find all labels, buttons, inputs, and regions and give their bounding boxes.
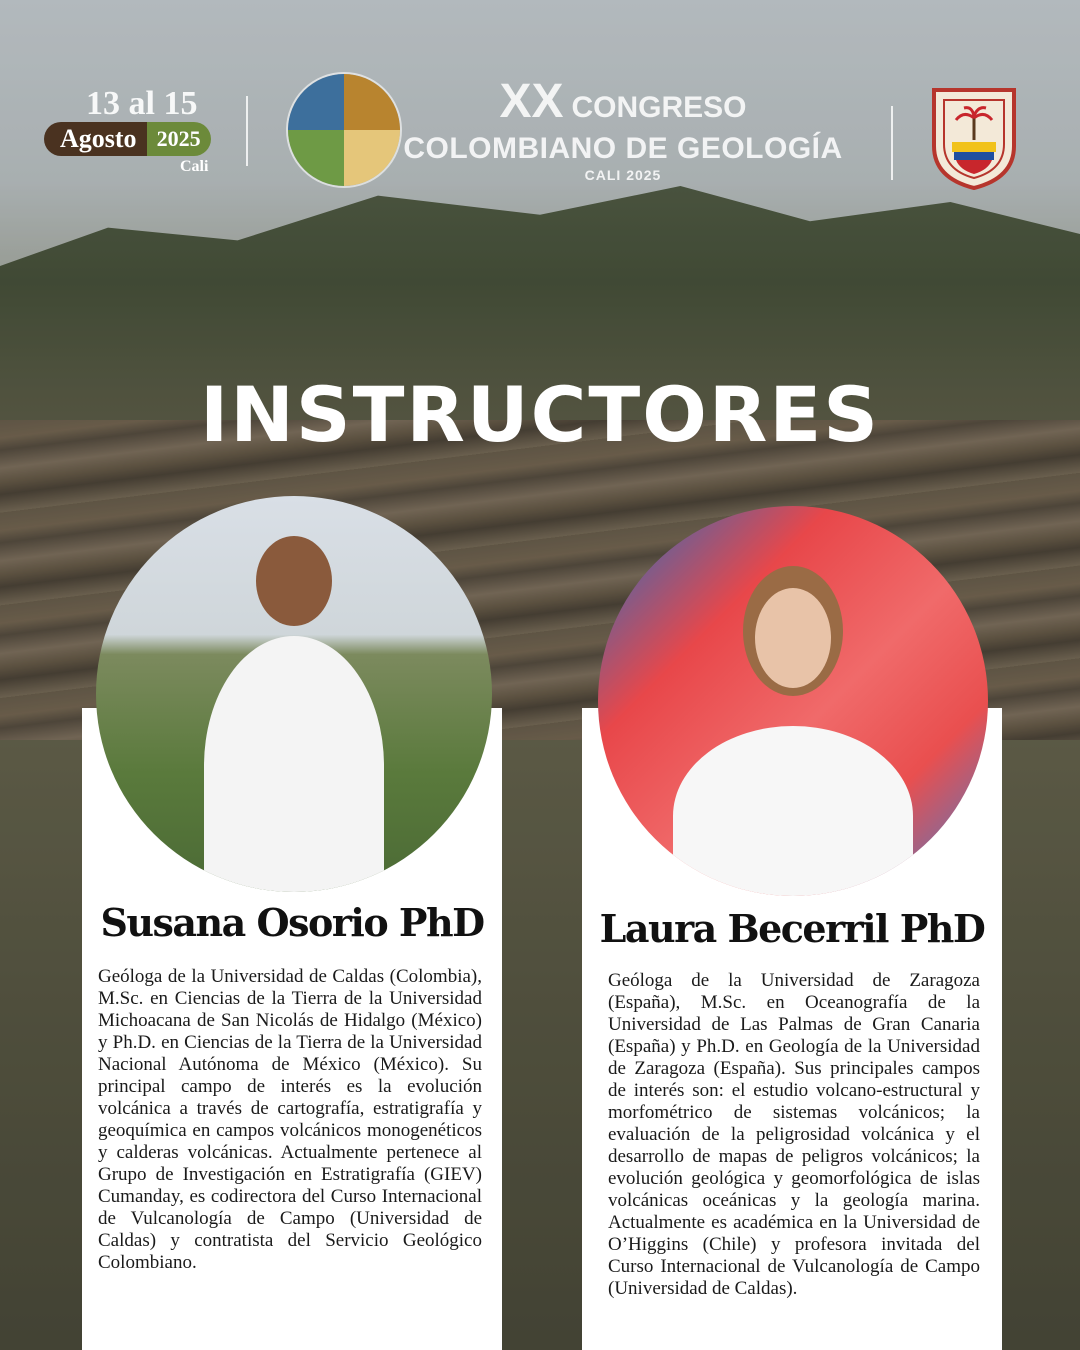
person-body <box>204 636 384 892</box>
date-pill <box>44 122 211 156</box>
header-divider <box>246 96 248 166</box>
instructor-photo-right <box>598 506 988 896</box>
event-date <box>44 86 224 181</box>
date-city: Cali <box>180 158 209 175</box>
date-month: Agosto <box>44 122 147 156</box>
congress-title <box>398 75 848 184</box>
congress-word: CONGRESO <box>571 91 747 124</box>
date-range: 13 al 15 <box>86 85 198 122</box>
person-body <box>673 726 913 896</box>
person-figure <box>663 566 923 896</box>
instructor-photo-left <box>96 496 492 892</box>
congress-number: XX <box>499 75 564 128</box>
person-head <box>256 536 332 626</box>
instructor-bio-left: Geóloga de la Universidad de Caldas (Colombia), M.Sc. en Ciencias de la Tierra de la Universidad Michoacana de San Nicolás de Hidalgo (México) y Ph.D. en Ciencias de la Tierra de la Universidad Nacional Autónoma de México (México). Su principal campo de interés es la evolución volcánica a través de cartografía, estratigrafía y geoquímica en campos volcánicos monogenéticos y calderas volcánicas. Actualmente pertenece al Grupo de Investigación en Estratigrafía (GIEV) Cumanday, es codirectora del Curso Internacional de Vulcanología de Campo (Universidad de Caldas) y contratista del Servicio Geológico Colombiano. <box>98 966 482 1273</box>
date-year: 2025 <box>147 122 211 156</box>
instructor-bio-right: Geóloga de la Universidad de Zaragoza (España), M.Sc. en Oceanografía de la Universidad de Las Palmas de Gran Canaria (España) y Ph.D. en Geología de la Universidad de Zaragoza (España). Sus principales campos de interés son: el estudio volcano-estructural y morfométrico de sistemas volcánicos; la evaluación de la peligrosidad volcánica y el desarrollo de mapas de peligros volcánicos; la evolución geológica y geomorfológica de islas volcánicas oceánicas y la geología marina. Actualmente es académica en la Universidad de O’Higgins (Chile) y profesora invitada del Curso Internacional de Vulcanología de Campo (Universidad de Caldas). <box>608 970 980 1299</box>
person-face <box>755 588 831 688</box>
congress-logo-icon <box>286 72 402 188</box>
congress-place: CALI 2025 <box>584 167 662 183</box>
header-divider-right <box>891 106 893 180</box>
congress-subtitle: COLOMBIANO DE GEOLOGÍA <box>403 132 843 165</box>
instructor-name-right: Laura Becerril PhD <box>599 906 985 951</box>
page-title: INSTRUCTORES <box>199 370 881 459</box>
society-seal-icon <box>928 86 1020 190</box>
instructor-name-left: Susana Osorio PhD <box>100 900 484 945</box>
person-figure <box>174 536 414 892</box>
